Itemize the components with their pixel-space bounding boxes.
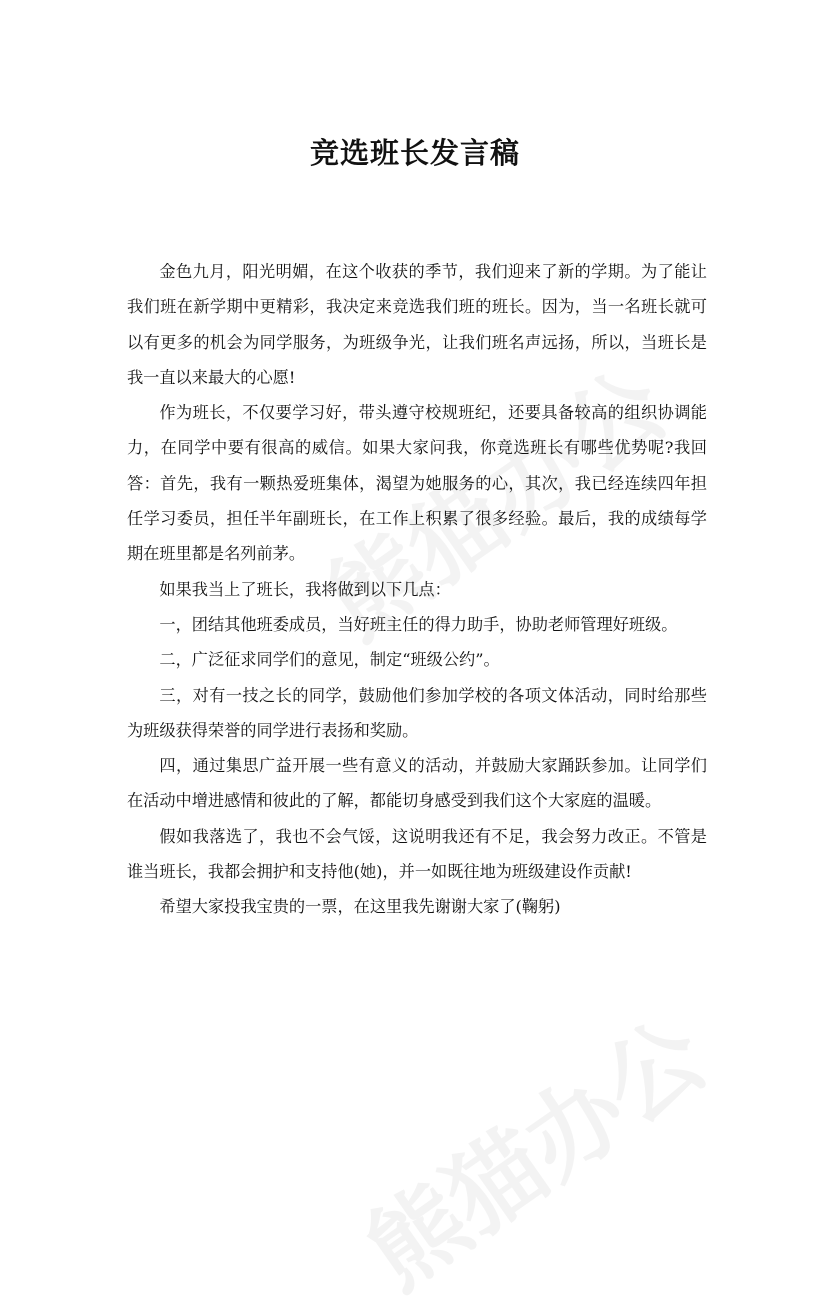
paragraph-intro: 金色九月，阳光明媚，在这个收获的季节，我们迎来了新的学期。为了能让我们班在新学期中更精彩，我决定来竞选我们班的班长。因为，当一名班长就可以有更多的机会为同学服务，为班级争光，让我们班名声远扬，所以，当班长是我一直以来最大的心愿! xyxy=(127,262,707,387)
paragraph-closing: 希望大家投我宝贵的一票，在这里我先谢谢大家了(鞠躬) xyxy=(159,897,561,917)
paragraph-plan-2: 二，广泛征求同学们的意见，制定“班级公约”。 xyxy=(159,650,500,670)
paragraph-plan-3: 三，对有一技之长的同学，鼓励他们参加学校的各项文体活动，同时给那些为班级获得荣誉的同学进行表扬和奖励。 xyxy=(127,685,707,740)
document-title: 竞选班长发言稿 xyxy=(309,136,520,170)
paragraph-if-lose: 假如我落选了，我也不会气馁，这说明我还有不足，我会努力改正。不管是谁当班长，我都会拥护和支持他(她)，并一如既往地为班级建设作贡献! xyxy=(127,826,707,882)
paragraph-plans-intro: 如果我当上了班长，我将做到以下几点： xyxy=(159,579,451,599)
paragraph-plan-4: 四，通过集思广益开展一些有意义的活动，并鼓励大家踊跃参加。让同学们在活动中增进感情和彼此的了解，都能切身感受到我们这个大家庭的温暖。 xyxy=(127,756,707,811)
paragraph-qualifications: 作为班长，不仅要学习好，带头遵守校规班纪，还要具备较高的组织协调能力，在同学中要有很高的威信。如果大家问我，你竞选班长有哪些优势呢?我回答：首先，我有一颗热爱班集体，渴望为她服务的心，其次，我已经连续四年担任学习委员，担任半年副班长，在工作上积累了很多经验。最后，我的成绩每学期在班里都是名列前茅。 xyxy=(127,403,707,564)
paragraph-plan-1: 一，团结其他班委成员，当好班主任的得力助手，协助老师管理好班级。 xyxy=(159,614,678,634)
document-body xyxy=(127,254,707,925)
watermark-logo xyxy=(335,982,728,1314)
